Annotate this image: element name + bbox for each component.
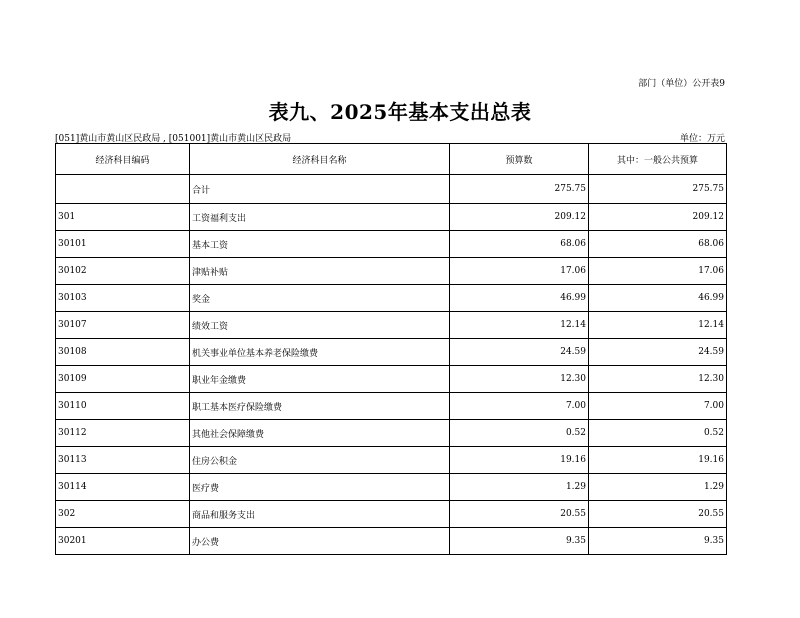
code-cell: 30107 bbox=[56, 312, 190, 339]
general-budget-cell: 275.75 bbox=[589, 175, 727, 204]
code-cell: 301 bbox=[56, 204, 190, 231]
general-budget-cell: 12.14 bbox=[589, 312, 727, 339]
name-cell: 职业年金缴费 bbox=[190, 366, 450, 393]
general-budget-cell: 19.16 bbox=[589, 447, 727, 474]
table-row bbox=[56, 474, 727, 501]
column-header-budget: 预算数 bbox=[450, 144, 589, 175]
table-row bbox=[56, 393, 727, 420]
budget-cell: 275.75 bbox=[450, 175, 589, 204]
form-number: 部门（单位）公开表9 bbox=[638, 79, 725, 89]
general-budget-cell: 0.52 bbox=[589, 420, 727, 447]
code-cell: 30114 bbox=[56, 474, 190, 501]
general-budget-cell: 68.06 bbox=[589, 231, 727, 258]
general-budget-cell: 12.30 bbox=[589, 366, 727, 393]
table-row bbox=[56, 447, 727, 474]
code-cell: 30102 bbox=[56, 258, 190, 285]
budget-cell: 9.35 bbox=[450, 528, 589, 555]
table-row bbox=[56, 366, 727, 393]
code-cell: 30108 bbox=[56, 339, 190, 366]
name-cell: 合计 bbox=[190, 175, 450, 204]
column-header-general-budget: 其中：一般公共预算 bbox=[589, 144, 727, 175]
general-budget-cell: 1.29 bbox=[589, 474, 727, 501]
table-row bbox=[56, 528, 727, 555]
general-budget-cell: 46.99 bbox=[589, 285, 727, 312]
name-cell: 工资福利支出 bbox=[190, 204, 450, 231]
name-cell: 津贴补贴 bbox=[190, 258, 450, 285]
table-row bbox=[56, 204, 727, 231]
general-budget-cell: 9.35 bbox=[589, 528, 727, 555]
page-title: 表九、2025年基本支出总表 bbox=[268, 100, 532, 124]
code-cell: 30109 bbox=[56, 366, 190, 393]
code-cell: 30103 bbox=[56, 285, 190, 312]
code-cell: 30112 bbox=[56, 420, 190, 447]
name-cell: 商品和服务支出 bbox=[190, 501, 450, 528]
column-header-name: 经济科目名称 bbox=[190, 144, 450, 175]
general-budget-cell: 17.06 bbox=[589, 258, 727, 285]
name-cell: 绩效工资 bbox=[190, 312, 450, 339]
name-cell: 住房公积金 bbox=[190, 447, 450, 474]
general-budget-cell: 7.00 bbox=[589, 393, 727, 420]
budget-cell: 17.06 bbox=[450, 258, 589, 285]
name-cell: 奖金 bbox=[190, 285, 450, 312]
table-body bbox=[56, 175, 727, 555]
expenditure-table bbox=[55, 143, 727, 555]
budget-cell: 209.12 bbox=[450, 204, 589, 231]
budget-cell: 68.06 bbox=[450, 231, 589, 258]
budget-cell: 46.99 bbox=[450, 285, 589, 312]
budget-cell: 24.59 bbox=[450, 339, 589, 366]
table-row bbox=[56, 501, 727, 528]
table-row bbox=[56, 231, 727, 258]
name-cell: 医疗费 bbox=[190, 474, 450, 501]
code-cell bbox=[56, 175, 190, 204]
general-budget-cell: 24.59 bbox=[589, 339, 727, 366]
table-row bbox=[56, 175, 727, 204]
budget-cell: 7.00 bbox=[450, 393, 589, 420]
table-header-row bbox=[56, 144, 727, 175]
name-cell: 其他社会保障缴费 bbox=[190, 420, 450, 447]
table-row bbox=[56, 420, 727, 447]
name-cell: 基本工资 bbox=[190, 231, 450, 258]
name-cell: 职工基本医疗保险缴费 bbox=[190, 393, 450, 420]
budget-cell: 0.52 bbox=[450, 420, 589, 447]
name-cell: 机关事业单位基本养老保险缴费 bbox=[190, 339, 450, 366]
department-label: [051]黄山市黄山区民政局 , [051001]黄山市黄山区民政局 bbox=[55, 134, 292, 144]
unit-label: 单位：万元 bbox=[679, 134, 725, 144]
table-row bbox=[56, 258, 727, 285]
code-cell: 302 bbox=[56, 501, 190, 528]
general-budget-cell: 20.55 bbox=[589, 501, 727, 528]
code-cell: 30110 bbox=[56, 393, 190, 420]
budget-cell: 19.16 bbox=[450, 447, 589, 474]
name-cell: 办公费 bbox=[190, 528, 450, 555]
table-row bbox=[56, 339, 727, 366]
code-cell: 30113 bbox=[56, 447, 190, 474]
budget-cell: 12.30 bbox=[450, 366, 589, 393]
code-cell: 30101 bbox=[56, 231, 190, 258]
column-header-code: 经济科目编码 bbox=[56, 144, 190, 175]
table-row bbox=[56, 285, 727, 312]
budget-cell: 1.29 bbox=[450, 474, 589, 501]
code-cell: 30201 bbox=[56, 528, 190, 555]
general-budget-cell: 209.12 bbox=[589, 204, 727, 231]
budget-cell: 12.14 bbox=[450, 312, 589, 339]
budget-cell: 20.55 bbox=[450, 501, 589, 528]
table-row bbox=[56, 312, 727, 339]
